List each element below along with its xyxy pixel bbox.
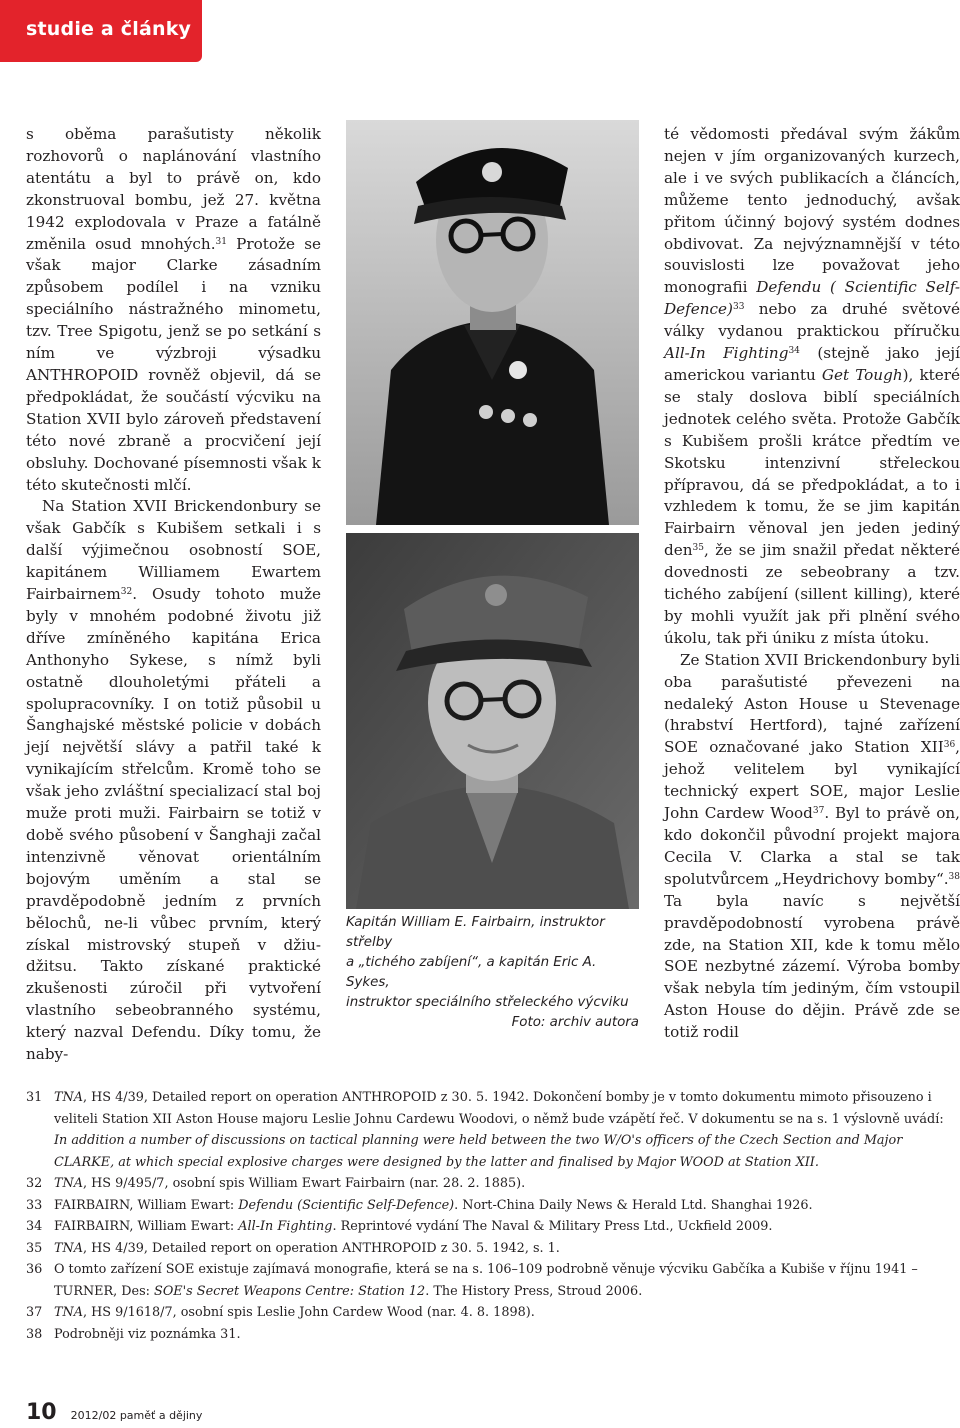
footnote-text [54, 1238, 960, 1260]
text-run: Ta byla navíc s největší pravděpodobností vyrobena právě zde, na Station XII, kde k tomu mělo SOE nezbytné zázemí. Výroba bomby však nebyla tím jediným, čím vstoupil Aston House do dějin. Právě zde se totiž rodil [664, 891, 960, 1042]
footnote-number: 38 [26, 1326, 43, 1342]
section-tag [0, 0, 202, 62]
footnote-text-run: , HS 9/495/7, osobní spis William Ewart Fairbairn (nar. 28. 2. 1885). [82, 1176, 526, 1191]
text-run: . Byl to právě on, kdo dokončil původní projekt majora Cecila V. Clarka a stal se tak spolutvůrcem „Heydrichovy bomby“. [664, 804, 960, 888]
body-paragraph [664, 650, 960, 1044]
footnote-text-run: . Nort-China Daily News & Herald Ltd. Shanghai 1926. [454, 1197, 813, 1213]
footnote-text-run: TNA [54, 1240, 83, 1256]
footnote-text-run: , HS 4/39, Detailed report on operation ANTHROPOID z 30. 5. 1942, s. 1. [82, 1240, 560, 1256]
footnote [26, 1302, 960, 1324]
text-run: nebo za druhé světové války vydanou praktickou příručku [664, 300, 960, 341]
photo-caption [346, 913, 639, 1033]
footnote-text-run: All-In Fighting [238, 1219, 333, 1234]
footnote-ref: 32 [120, 587, 133, 598]
body-column-left [26, 124, 321, 1066]
footnote-ref: 31 [215, 236, 227, 247]
text-run: té vědomosti předával svým žákům nejen v jím organizovaných kurzech, ale i ve svých publikacích a článcích, můžeme tento jednoduchý, avšak přitom účinný bojový systém dodnes obdivovat. Za nejvýznamnější v této souvislosti lze považovat jeho monografii [664, 125, 960, 297]
text-run: Protože se však major Clarke zásadním způsobem podílel i na vzniku speciálního nástražného minometu, tzv. Tree Spigotu, jenž se po setkání s ním ve výzbroji výsadku ANTHROPOID rovněž objevil, dá se předpokládat, že součástí výcviku na Station XVII bylo zároveň představení této nové zbraně a procvičení její obsluhy. Dochované písemnosti však k této skutečnosti mlčí. [26, 234, 321, 494]
body-paragraph [26, 496, 321, 1066]
footnote-text-run: Defendu (Scientific Self-Defence) [238, 1197, 455, 1213]
footnote-text [54, 1087, 960, 1173]
footnote-ref: 35 [692, 543, 704, 554]
text-run: (stejně jako její americkou variantu [664, 344, 960, 384]
body-paragraph [26, 124, 321, 496]
footnote-text-run: . The History Press, Stroud 2006. [425, 1283, 643, 1299]
footnote-ref: 36 [943, 740, 956, 751]
footnotes [26, 1087, 960, 1345]
caption-line: Kapitán William E. Fairbairn, instruktor střelby [346, 915, 605, 950]
text-run: ), které se staly doslova biblí speciálních jednotek celého světa. Protože Gabčík s Kubišem prošli krátce předtím ve Skotsku intenzivní střeleckou přípravou, dá se předpokládat, a to i vzhledem k tomu, že se jim kapitán Fairbairn věnoval jen jeden jediný den [664, 365, 960, 560]
footnote-ref: 37 [812, 806, 825, 817]
text-run: Ze Station XVII Brickendonbury byli oba parašutisté převezeni na nedaleký Aston House u Stevenage (hrabství Hertford), tajné zařízení SOE označované jako Station XII [664, 650, 960, 757]
footnote [26, 1324, 960, 1346]
footnote-ref: 34 [788, 346, 800, 357]
footnote-text-run: , HS 4/39, Detailed report on operation ANTHROPOID z 30. 5. 1942. Dokončení bomby je v tomto dokumentu mimoto přisouzeno i veliteli Station XII Aston House majoru Leslie Johnu Cardewu Woodovi, o němž bude vzápětí řeč. V dokumentu se na s. 1 výslovně uvádí: [54, 1090, 944, 1127]
body-column-right [664, 124, 960, 1044]
footnote [26, 1195, 960, 1217]
footnote-number: 35 [26, 1240, 43, 1256]
page-number: 10 [26, 1400, 57, 1425]
text-run: . Osudy tohoto muže byly v mnohém podobné životu již dříve zmíněného kapitána Erica Anthonyho Sykese, s nímž byli ostatně dlouholetými přáteli a spolupracovníky. I on totiž působil u Šanghajské městské policie v dobách její největší slávy a patřil také k vynikajícím střelcům. Kromě toho se však jeho zvláštní specializací stal boj muže proti muži. Fairbairn se totiž v době svého působení v Šanghaji začal intenzivně věnovat orientálním bojovým uměním a stal se pravděpodobně jedním z prvních bělochů, ne-li vůbec prvním, který získal mistrovský stupeň v džiu-džitsu. Takto získané praktické zkušenosti zúročil při vytvoření vlastního sebeobranného systému, který nazval Defendu. Díky tomu, že naby- [26, 585, 321, 1064]
text-run: , jehož velitelem byl vynikající technický expert SOE, major Leslie John Cardew Wood [664, 738, 960, 823]
body-paragraph [664, 124, 960, 650]
footnote-text-run: In addition a number of discussions on tactical planning were held between the two W/O's officers of the Czech Section and Major CLARKE, at which special explosive charges were designed by the latter and finalised by Major WOOD at Station XII. [54, 1133, 903, 1170]
footnote-text-run: TNA [54, 1176, 83, 1191]
text-run: Na Station XVII Brickendonbury se však Gabčík s Kubišem setkali i s další výjimečnou osobností SOE, kapitánem Williamem Ewartem Fairbairnem [26, 497, 321, 604]
footnote-text-run: FAIRBAIRN, William Ewart: [54, 1197, 239, 1213]
footnote [26, 1087, 960, 1173]
footnote-number: 37 [26, 1305, 43, 1320]
footnote [26, 1259, 960, 1302]
footnote-number: 32 [26, 1176, 43, 1191]
caption-line: instruktor speciálního střeleckého výcviku [346, 995, 629, 1010]
text-run: s oběma parašutisty několik rozhovorů o naplánování vlastního atentátu a byl to právě on, kdo zkonstruoval bombu, jež 27. května 1942 explodovala v Praze a fatálně změnila osud mnohých. [26, 125, 321, 253]
footnote-text-run: TNA [54, 1090, 83, 1105]
footnote-text-run: TNA [54, 1305, 83, 1320]
footnote-ref: 33 [732, 302, 745, 313]
footnote-text [54, 1216, 960, 1238]
text-run-italic: Get Tough [821, 365, 903, 384]
footnote-ref: 38 [948, 871, 960, 882]
footnote-text-run: SOE's Secret Weapons Centre: Station 12 [154, 1283, 426, 1299]
footnote-text [54, 1324, 960, 1346]
footnote [26, 1238, 960, 1260]
footnote [26, 1173, 960, 1195]
text-run-italic: Defendu ( Scientific Self-Defence) [664, 278, 960, 319]
footnote [26, 1216, 960, 1238]
footnote-number: 36 [26, 1262, 43, 1277]
footnote-text [54, 1173, 960, 1195]
footnote-number: 31 [26, 1090, 43, 1105]
photo-credit: Foto: archiv autora [511, 1015, 639, 1030]
portrait-photo-sykes [346, 533, 639, 909]
journal-issue: 2012/02 paměť a dějiny [70, 1409, 203, 1422]
text-run: , že se jim snažil předat některé dovednosti ze sebeobrany a tzv. tichého zabíjení (sillent killing), které by mohli využít jak při plnění svého úkolu, tak při úniku z místa útoku. [664, 541, 960, 647]
page-footer [26, 1400, 202, 1425]
footnote-number: 34 [26, 1219, 43, 1234]
portrait-photo-fairbairn [346, 120, 639, 525]
text-run-italic: All-In Fighting [664, 344, 789, 363]
footnote-text-run: Podrobněji viz poznámka 31. [54, 1326, 241, 1342]
section-label: studie a články [26, 18, 192, 40]
footnote-text-run: O tomto zařízení SOE existuje zajímavá monografie, která se na s. 106–109 podrobně věnuje výcviku Gabčíka a Kubiše v říjnu 1941 – TURNER, Des: [54, 1262, 918, 1299]
footnote-number: 33 [26, 1197, 43, 1213]
caption-line: a „tichého zabíjení“, a kapitán Eric A. Sykes, [346, 955, 597, 990]
footnote-text [54, 1302, 960, 1324]
footnote-text [54, 1259, 960, 1302]
footnote-text-run: , HS 9/1618/7, osobní spis Leslie John Cardew Wood (nar. 4. 8. 1898). [82, 1305, 535, 1320]
footnote-text-run: FAIRBAIRN, William Ewart: [54, 1219, 239, 1234]
footnote-text [54, 1195, 960, 1217]
footnote-text-run: . Reprintové vydání The Naval & Military Press Ltd., Uckfield 2009. [332, 1219, 773, 1234]
